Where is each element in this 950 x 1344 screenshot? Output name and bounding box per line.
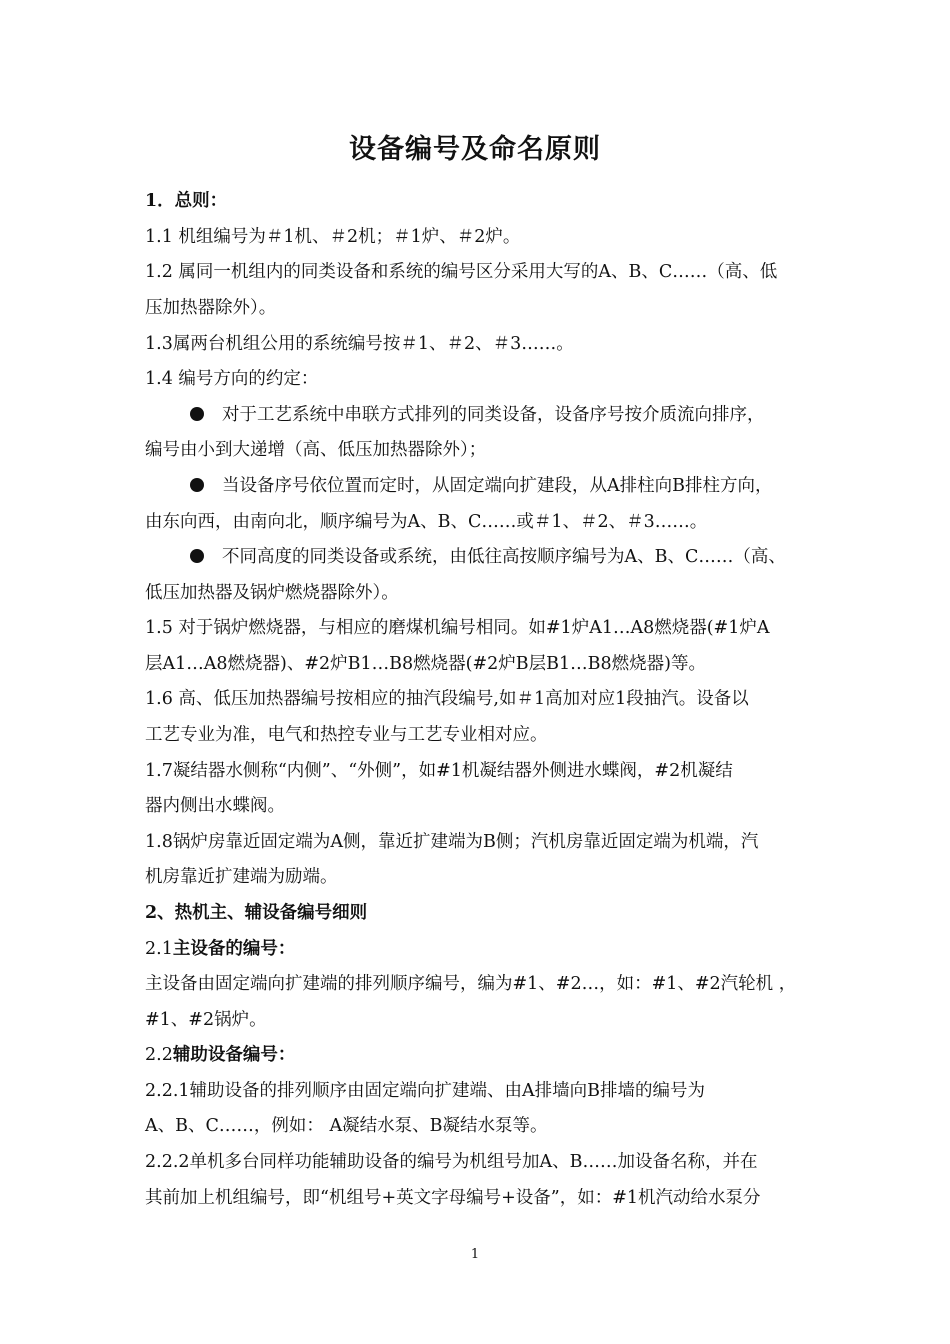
section-1-heading: 1．总则： — [145, 191, 228, 211]
clause-1-8-line-1: 1.8锅炉房靠近固定端为A侧，靠近扩建端为B侧；汽机房靠近固定端为机端，汽 — [145, 832, 759, 852]
bullet-dot-icon — [190, 549, 204, 563]
clause-1-5-line-1: 1.5 对于锅炉燃烧器，与相应的磨煤机编号相同。如#1炉A1…A8燃烧器(#1炉A — [145, 618, 770, 638]
subsection-2-1-heading — [145, 936, 295, 962]
bullet-3-line-1 — [190, 544, 786, 570]
clause-1-6-line-1: 1.6 高、低压加热器编号按相应的抽汽段编号,如＃1高加对应1段抽汽。设备以 — [145, 689, 749, 709]
bullet-dot-icon — [190, 407, 204, 421]
clause-2-2-1-line-2: A、B、C……，例如： A凝结水泵、B凝结水泵等。 — [145, 1116, 548, 1136]
bullet-2-text: 当设备序号依位置而定时，从固定端向扩建段，从A排柱向B排柱方向， — [222, 476, 773, 496]
bullet-1-line-2: 编号由小到大递增（高、低压加热器除外）； — [145, 440, 487, 460]
bullet-dot-icon — [190, 478, 204, 492]
clause-2-2-2-line-1: 2.2.2单机多台同样功能辅助设备的编号为机组号加A、B……加设备名称，并在 — [145, 1152, 758, 1172]
subsection-2-1-title: 主设备的编号： — [172, 939, 296, 959]
clause-2-1-line-2: #1、#2锅炉。 — [145, 1010, 267, 1030]
subsection-2-2-title: 辅助设备编号： — [172, 1045, 296, 1065]
clause-1-1: 1.1 机组编号为＃1机、＃2机；＃1炉、＃2炉。 — [145, 227, 521, 247]
subsection-2-1-number: 2.1 — [145, 939, 173, 959]
page-number: 1 — [470, 1247, 480, 1262]
subsection-2-2-number: 2.2 — [145, 1045, 173, 1065]
clause-1-2-line-1: 1.2 属同一机组内的同类设备和系统的编号区分采用大写的A、B、C……（高、低 — [145, 262, 778, 282]
section-2-heading: 2、热机主、辅设备编号细则 — [145, 903, 368, 923]
bullet-2-line-1 — [190, 473, 773, 499]
document-title: 设备编号及命名原则 — [349, 134, 601, 165]
bullet-1-text: 对于工艺系统中串联方式排列的同类设备，设备序号按介质流向排序， — [222, 405, 765, 425]
clause-2-2-1-line-1: 2.2.1辅助设备的排列顺序由固定端向扩建端、由A排墙向B排墙的编号为 — [145, 1081, 706, 1101]
clause-2-2-2-line-2: 其前加上机组编号，即“机组号+英文字母编号+设备”，如：#1机汽动给水泵分 — [145, 1188, 761, 1208]
clause-1-4: 1.4 编号方向的约定： — [145, 369, 319, 389]
bullet-3-line-2: 低压加热器及锅炉燃烧器除外）。 — [145, 583, 399, 603]
clause-1-7-line-1: 1.7凝结器水侧称“内侧”、“外侧”，如#1机凝结器外侧进水蝶阀，#2机凝结 — [145, 761, 733, 781]
bullet-2-line-2: 由东向西，由南向北，顺序编号为A、B、C……或＃1、＃2、＃3……。 — [145, 512, 708, 532]
clause-1-6-line-2: 工艺专业为准，电气和热控专业与工艺专业相对应。 — [145, 725, 548, 745]
clause-2-1-line-1: 主设备由固定端向扩建端的排列顺序编号，编为#1、#2…，如：#1、#2汽轮机 ， — [145, 974, 797, 994]
clause-1-5-line-2: 层A1…A8燃烧器)、#2炉B1…B8燃烧器(#2炉B层B1…B8燃烧器)等。 — [145, 654, 706, 674]
subsection-2-2-heading — [145, 1042, 295, 1068]
clause-1-7-line-2: 器内侧出水蝶阀。 — [145, 796, 285, 816]
bullet-3-text: 不同高度的同类设备或系统，由低往高按顺序编号为A、B、C……（高、 — [222, 547, 786, 567]
clause-1-8-line-2: 机房靠近扩建端为励端。 — [145, 867, 338, 887]
clause-1-2-line-2: 压加热器除外）。 — [145, 298, 277, 318]
clause-1-3: 1.3属两台机组公用的系统编号按＃1、＃2、＃3……。 — [145, 334, 574, 354]
bullet-1-line-1 — [190, 402, 765, 428]
